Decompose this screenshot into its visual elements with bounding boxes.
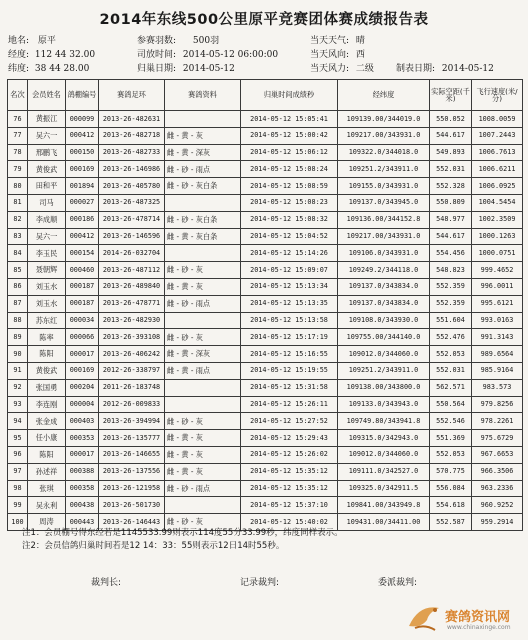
table-cell: 苏东红: [28, 312, 66, 329]
table-cell: 1007.2443: [472, 127, 523, 144]
table-cell: 雌 - 砂 - 灰白条: [165, 211, 241, 228]
footnote-1: 注1：会员棚号得东经若是1145533.99则表示114度55分33.99秒，纬度同样表示。: [22, 528, 343, 538]
table-cell: 979.8256: [472, 396, 523, 413]
table-cell: 2013-26-482930: [99, 312, 165, 329]
table-cell: 100: [8, 514, 28, 531]
table-cell: 2013-26-487325: [99, 194, 165, 211]
table-cell: 2013-26-406242: [99, 346, 165, 363]
table-cell: 991.3143: [472, 329, 523, 346]
table-cell: 82: [8, 211, 28, 228]
table-cell: 959.2914: [472, 514, 523, 531]
table-row: [8, 127, 523, 144]
table-cell: 2014-05-12 15:08:32: [241, 211, 338, 228]
table-cell: 79: [8, 161, 28, 178]
table-cell: 966.3506: [472, 463, 523, 480]
table-cell: 000099: [66, 111, 99, 128]
table-cell: 000187: [66, 278, 99, 295]
info-weather: 当天天气: 晴: [310, 36, 365, 46]
table-cell: 544.617: [430, 228, 472, 245]
table-cell: 雌 - 黄 - 雨点: [165, 362, 241, 379]
table-cell: 雌 - 黄 - 灰: [165, 127, 241, 144]
table-cell: 556.084: [430, 480, 472, 497]
table-cell: 550.564: [430, 396, 472, 413]
table-cell: 2013-26-482718: [99, 127, 165, 144]
table-cell: 2014-05-12 15:14:26: [241, 245, 338, 262]
table-cell: 544.617: [430, 127, 472, 144]
table-cell: 109322.0/344018.0: [338, 144, 430, 161]
table-cell: 2014-26-032704: [99, 245, 165, 262]
table-cell: 77: [8, 127, 28, 144]
table-cell: 000403: [66, 413, 99, 430]
table-cell: 109136.00/344152.8: [338, 211, 430, 228]
table-cell: 89: [8, 329, 28, 346]
table-cell: 000412: [66, 127, 99, 144]
table-cell: 任小康: [28, 430, 66, 447]
table-cell: 2014-05-12 15:19:55: [241, 362, 338, 379]
table-cell: 1008.0059: [472, 111, 523, 128]
logo-url: www.chinaxinge.com: [447, 624, 511, 631]
column-header: 名次: [8, 80, 28, 111]
table-cell: 2014-05-12 15:31:58: [241, 379, 338, 396]
table-cell: 550.809: [430, 194, 472, 211]
table-cell: 109749.80/343941.8: [338, 413, 430, 430]
table-cell: 109217.00/343931.0: [338, 228, 430, 245]
table-cell: 2013-26-405780: [99, 178, 165, 195]
table-row: [8, 497, 523, 514]
info-latitude: 纬度: 38 44 28.00: [8, 64, 90, 74]
table-cell: 2014-05-12 15:35:12: [241, 463, 338, 480]
table-cell: 雌 - 砂 - 雨点: [165, 295, 241, 312]
table-cell: 983.573: [472, 379, 523, 396]
table-cell: 548.823: [430, 262, 472, 279]
table-cell: 109012.0/344060.0: [338, 446, 430, 463]
table-cell: 黄振江: [28, 111, 66, 128]
table-cell: 1006.0925: [472, 178, 523, 195]
table-cell: 000388: [66, 463, 99, 480]
table-cell: 2013-26-478771: [99, 295, 165, 312]
table-cell: 975.6729: [472, 430, 523, 447]
info-longitude: 经度: 112 44 32.00: [8, 50, 96, 60]
table-cell: 2014-05-12 15:09:07: [241, 262, 338, 279]
table-cell: 554.618: [430, 497, 472, 514]
signature-chief-judge: 裁判长:: [91, 578, 122, 588]
table-row: [8, 245, 523, 262]
table-row: [8, 329, 523, 346]
table-row: [8, 312, 523, 329]
table-cell: 司马: [28, 194, 66, 211]
table-cell: 549.893: [430, 144, 472, 161]
table-cell: 1006.7613: [472, 144, 523, 161]
table-cell: 000186: [66, 211, 99, 228]
table-row: [8, 480, 523, 497]
table-row: [8, 396, 523, 413]
table-body: [8, 111, 523, 531]
table-cell: 2013-26-394994: [99, 413, 165, 430]
table-cell: 109137.0/343945.0: [338, 194, 430, 211]
table-cell: 000204: [66, 379, 99, 396]
table-cell: [165, 379, 241, 396]
table-cell: 552.587: [430, 514, 472, 531]
table-cell: 552.053: [430, 346, 472, 363]
column-header: 经纬度: [338, 80, 430, 111]
table-cell: 90: [8, 346, 28, 363]
table-cell: 1004.5454: [472, 194, 523, 211]
table-row: [8, 211, 523, 228]
table-cell: 田和平: [28, 178, 66, 195]
table-cell: 83: [8, 228, 28, 245]
column-header: 归巢时间成绩秒: [241, 80, 338, 111]
table-cell: 2013-26-137556: [99, 463, 165, 480]
table-cell: 吴六一: [28, 228, 66, 245]
table-row: [8, 194, 523, 211]
info-release-time: 司放时间: 2014-05-12 06:00:00: [137, 50, 279, 60]
logo-name: 赛鸽资讯网: [445, 610, 511, 625]
info-pigeon-count: 参赛羽数: 500羽: [137, 36, 220, 46]
table-cell: 1000.0751: [472, 245, 523, 262]
table-cell: 000004: [66, 396, 99, 413]
table-cell: 552.359: [430, 278, 472, 295]
table-row: [8, 161, 523, 178]
table-cell: 109106.0/343931.0: [338, 245, 430, 262]
table-cell: 552.031: [430, 362, 472, 379]
results-table: [7, 79, 523, 531]
table-cell: 000353: [66, 430, 99, 447]
table-cell: 985.9164: [472, 362, 523, 379]
table-cell: 2013-26-146596: [99, 228, 165, 245]
table-cell: 000017: [66, 346, 99, 363]
table-cell: 2014-05-12 15:08:59: [241, 178, 338, 195]
table-cell: 000066: [66, 329, 99, 346]
table-cell: 96: [8, 446, 28, 463]
table-cell: [165, 312, 241, 329]
column-header: 实际空距(千米): [430, 80, 472, 111]
table-cell: 80: [8, 178, 28, 195]
table-row: [8, 446, 523, 463]
table-cell: 雌 - 黄 - 深灰: [165, 346, 241, 363]
table-cell: 2014-05-12 15:37:10: [241, 497, 338, 514]
table-cell: 黄俊武: [28, 161, 66, 178]
table-cell: 99: [8, 497, 28, 514]
table-cell: 雌 - 黄 - 灰白条: [165, 228, 241, 245]
table-cell: 000460: [66, 262, 99, 279]
table-cell: 97: [8, 463, 28, 480]
table-cell: 2011-26-183748: [99, 379, 165, 396]
table-cell: 2013-26-146655: [99, 446, 165, 463]
table-row: [8, 413, 523, 430]
table-cell: 81: [8, 194, 28, 211]
pigeon-logo-icon: [405, 598, 445, 636]
table-cell: 吴六一: [28, 127, 66, 144]
signature-recorder: 记录裁判:: [240, 578, 280, 588]
table-cell: 2013-26-135777: [99, 430, 165, 447]
table-cell: 000154: [66, 245, 99, 262]
table-cell: 陈阳: [28, 446, 66, 463]
table-row: [8, 278, 523, 295]
info-wind-force: 当天风力: 二级: [310, 64, 374, 74]
table-cell: 2014-05-12 15:26:11: [241, 396, 338, 413]
footnote-2: 注2：会员信鸽归巢时间若是12 14：33：55则表示12日14时55秒。: [22, 541, 285, 551]
table-cell: 2014-05-12 15:35:12: [241, 480, 338, 497]
table-cell: 109325.0/342911.5: [338, 480, 430, 497]
table-row: [8, 463, 523, 480]
table-cell: 92: [8, 379, 28, 396]
table-cell: 2013-26-501730: [99, 497, 165, 514]
table-cell: 2014-05-12 15:27:52: [241, 413, 338, 430]
table-cell: 2013-26-121958: [99, 480, 165, 497]
table-cell: 1000.1263: [472, 228, 523, 245]
table-cell: 2012-26-009833: [99, 396, 165, 413]
table-cell: 963.2336: [472, 480, 523, 497]
table-row: [8, 144, 523, 161]
column-header: 赛鸽资料: [165, 80, 241, 111]
table-cell: [165, 497, 241, 514]
table-cell: 548.977: [430, 211, 472, 228]
table-cell: 李连刚: [28, 396, 66, 413]
table-cell: 989.6564: [472, 346, 523, 363]
table-cell: 雌 - 砂 - 灰: [165, 514, 241, 531]
table-cell: 雌 - 砂 - 雨点: [165, 480, 241, 497]
table-cell: 109251.2/343911.0: [338, 362, 430, 379]
table-cell: 张金成: [28, 413, 66, 430]
table-cell: 雌 - 黄 - 灰: [165, 430, 241, 447]
table-cell: 995.6121: [472, 295, 523, 312]
table-row: [8, 262, 523, 279]
table-cell: 87: [8, 295, 28, 312]
table-cell: 91: [8, 362, 28, 379]
table-cell: 2013-26-482733: [99, 144, 165, 161]
table-cell: 967.6653: [472, 446, 523, 463]
table-cell: 999.4652: [472, 262, 523, 279]
table-row: [8, 295, 523, 312]
table-cell: 109139.00/344019.0: [338, 111, 430, 128]
table-cell: 雌 - 砂 - 雨点: [165, 161, 241, 178]
table-cell: 1006.6211: [472, 161, 523, 178]
report-title: 2014年东线500公里原平竞赛团体赛成绩报告表: [99, 12, 429, 28]
table-cell: [165, 111, 241, 128]
table-cell: 109155.0/343931.0: [338, 178, 430, 195]
table-cell: 000150: [66, 144, 99, 161]
table-cell: 雌 - 砂 - 灰: [165, 329, 241, 346]
table-cell: 陈率: [28, 329, 66, 346]
table-cell: 109012.0/344060.0: [338, 346, 430, 363]
table-cell: 刘玉水: [28, 295, 66, 312]
table-cell: [165, 396, 241, 413]
table-cell: 88: [8, 312, 28, 329]
table-cell: 85: [8, 262, 28, 279]
table-cell: 000027: [66, 194, 99, 211]
table-row: [8, 111, 523, 128]
table-cell: 000438: [66, 497, 99, 514]
table-cell: 000034: [66, 312, 99, 329]
table-cell: 2014-05-12 15:29:43: [241, 430, 338, 447]
column-header: 赛鸽足环: [99, 80, 165, 111]
table-cell: 000187: [66, 295, 99, 312]
table-cell: 76: [8, 111, 28, 128]
info-wind-direction: 当天风向: 西: [310, 50, 365, 60]
table-cell: 552.031: [430, 161, 472, 178]
table-cell: 109108.0/343930.0: [338, 312, 430, 329]
table-cell: 孙述祥: [28, 463, 66, 480]
info-return-date: 归巢日期: 2014-05-12: [137, 64, 235, 74]
table-cell: 001894: [66, 178, 99, 195]
column-header: 鸽棚编号: [66, 80, 99, 111]
table-cell: 2014-05-12 15:40:02: [241, 514, 338, 531]
table-cell: 2013-26-482631: [99, 111, 165, 128]
table-cell: 2012-26-338797: [99, 362, 165, 379]
table-cell: 雌 - 砂 - 灰: [165, 413, 241, 430]
table-cell: 109111.0/342527.0: [338, 463, 430, 480]
table-cell: 吴永利: [28, 497, 66, 514]
table-cell: 86: [8, 278, 28, 295]
table-cell: 978.2261: [472, 413, 523, 430]
table-cell: 2014-05-12 15:13:58: [241, 312, 338, 329]
table-cell: 2013-26-393108: [99, 329, 165, 346]
table-cell: 570.775: [430, 463, 472, 480]
table-cell: 550.052: [430, 111, 472, 128]
table-cell: 562.571: [430, 379, 472, 396]
table-cell: [165, 245, 241, 262]
table-cell: 109133.0/343943.0: [338, 396, 430, 413]
table-cell: 2013-26-146443: [99, 514, 165, 531]
table-cell: 552.546: [430, 413, 472, 430]
table-cell: 93: [8, 396, 28, 413]
table-cell: 雌 - 黄 - 灰: [165, 446, 241, 463]
table-row: [8, 379, 523, 396]
table-cell: 95: [8, 430, 28, 447]
table-cell: 2014-05-12 15:13:34: [241, 278, 338, 295]
table-cell: [165, 194, 241, 211]
table-cell: 552.359: [430, 295, 472, 312]
table-cell: 109138.00/343800.0: [338, 379, 430, 396]
signature-committee: 委派裁判:: [378, 578, 418, 588]
column-header: 飞行速度(米/分): [472, 80, 523, 111]
footnotes: [22, 527, 343, 553]
table-cell: 雌 - 黄 - 灰: [165, 463, 241, 480]
column-header: 会员姓名: [28, 80, 66, 111]
table-cell: 109137.0/343834.0: [338, 295, 430, 312]
table-cell: 陈阳: [28, 346, 66, 363]
info-location: 地名: 原平: [8, 36, 56, 46]
table-cell: 2013-26-487112: [99, 262, 165, 279]
table-cell: 996.0011: [472, 278, 523, 295]
table-cell: 雌 - 黄 - 灰: [165, 278, 241, 295]
table-cell: 109841.00/343949.8: [338, 497, 430, 514]
table-cell: 109755.00/344140.0: [338, 329, 430, 346]
table-cell: 1002.3509: [472, 211, 523, 228]
table-cell: 000412: [66, 228, 99, 245]
table-cell: 78: [8, 144, 28, 161]
site-watermark-logo: [405, 598, 523, 636]
table-cell: 刘玉水: [28, 278, 66, 295]
table-row: [8, 346, 523, 363]
table-cell: 960.9252: [472, 497, 523, 514]
table-cell: 109137.0/343834.0: [338, 278, 430, 295]
table-cell: 551.369: [430, 430, 472, 447]
table-cell: 邢鹏飞: [28, 144, 66, 161]
table-cell: 张国勇: [28, 379, 66, 396]
table-cell: 2014-05-12 15:17:19: [241, 329, 338, 346]
table-cell: 554.456: [430, 245, 472, 262]
table-row: [8, 178, 523, 195]
table-cell: 109249.2/344118.0: [338, 262, 430, 279]
table-row: [8, 228, 523, 245]
table-cell: 雌 - 黄 - 深灰: [165, 144, 241, 161]
table-cell: 2014-05-12 15:08:23: [241, 194, 338, 211]
table-cell: 000169: [66, 362, 99, 379]
table-cell: 000017: [66, 446, 99, 463]
table-cell: 2013-26-146986: [99, 161, 165, 178]
table-cell: 2014-05-12 15:08:24: [241, 161, 338, 178]
table-cell: 993.0163: [472, 312, 523, 329]
table-cell: 2013-26-489840: [99, 278, 165, 295]
table-cell: 张琪: [28, 480, 66, 497]
table-cell: 94: [8, 413, 28, 430]
table-cell: 2014-05-12 15:16:55: [241, 346, 338, 363]
table-cell: 109251.2/343911.0: [338, 161, 430, 178]
table-cell: 109315.0/342943.0: [338, 430, 430, 447]
table-cell: 2014-05-12 15:05:41: [241, 111, 338, 128]
table-cell: 李成顺: [28, 211, 66, 228]
table-row: [8, 430, 523, 447]
table-cell: 2014-05-12 15:26:02: [241, 446, 338, 463]
table-cell: 000169: [66, 161, 99, 178]
table-cell: 黄俊武: [28, 362, 66, 379]
table-cell: 84: [8, 245, 28, 262]
table-row: [8, 362, 523, 379]
table-cell: 98: [8, 480, 28, 497]
table-cell: 000358: [66, 480, 99, 497]
info-table-date: 制表日期: 2014-05-12: [396, 64, 494, 74]
table-cell: 2013-26-478714: [99, 211, 165, 228]
table-cell: 周涛: [28, 514, 66, 531]
table-cell: 000443: [66, 514, 99, 531]
table-cell: 聂朝辉: [28, 262, 66, 279]
table-cell: 552.476: [430, 329, 472, 346]
table-cell: 2014-05-12 15:06:12: [241, 144, 338, 161]
table-cell: 雌 - 砂 - 灰白条: [165, 178, 241, 195]
table-header-row: [8, 80, 523, 111]
table-cell: 109217.00/343931.0: [338, 127, 430, 144]
table-cell: 552.053: [430, 446, 472, 463]
table-cell: 李玉民: [28, 245, 66, 262]
table-cell: 2014-05-12 15:00:42: [241, 127, 338, 144]
table-cell: 雌 - 砂 - 灰: [165, 262, 241, 279]
table-cell: 552.328: [430, 178, 472, 195]
table-cell: 551.604: [430, 312, 472, 329]
table-cell: 109431.00/34411.00: [338, 514, 430, 531]
table-cell: 2014-05-12 15:04:52: [241, 228, 338, 245]
table-cell: 2014-05-12 15:13:35: [241, 295, 338, 312]
